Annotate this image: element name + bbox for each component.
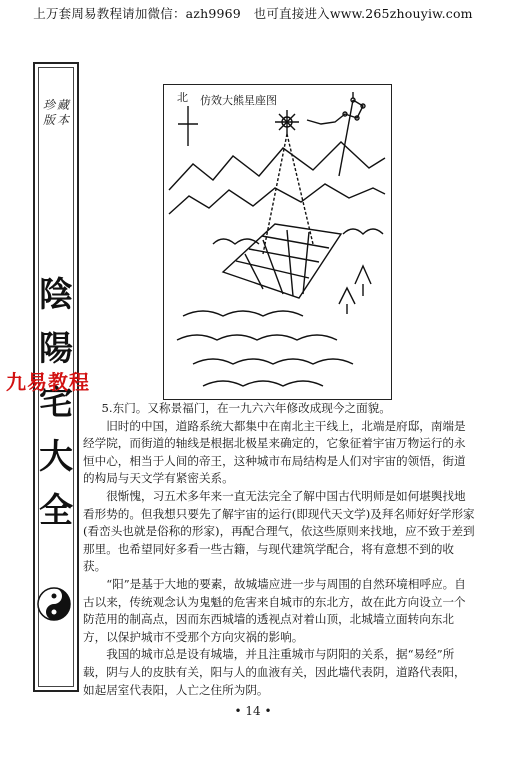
title-char: 大 bbox=[39, 437, 73, 477]
figure-title: 仿效大熊星座图 bbox=[200, 94, 277, 107]
title-char: 陽 bbox=[39, 329, 73, 369]
seal-char: 版 bbox=[42, 113, 55, 127]
seal-stamp bbox=[42, 98, 72, 128]
paragraph: 旧时的中国，道路系统大都集中在南北主干线上，北端是府邸，南端是经学院，而街道的轴线是根据北极星来确定的，它象征着宇宙万物运行的永恒中心，相当于人间的帝王，这种城市布局结构是人们对宇宙的领悟，街道的构局与天文学有紧密关系。 bbox=[83, 418, 466, 486]
title-char: 陰 bbox=[39, 275, 73, 315]
paragraph: 5.东门。又称景福门，在一九六六年修改成现今之面貌。 bbox=[101, 401, 391, 415]
paragraph: “阳”是基于大地的要素，故城墙应进一步与周围的自然环境相呼应。自古以来，传统观念认为鬼魁的危害来自城市的东北方，故在此方向设立一个防范用的制高点，因而东西城墙的透视点对着山顶，北城墙立面转向东北方，以保护城市不受那个方向灾祸的影响。 bbox=[83, 576, 466, 644]
seal-char: 本 bbox=[56, 113, 69, 127]
page-number: • 14 • bbox=[234, 704, 272, 718]
paragraph: 很惭愧，习五术多年来一直无法完全了解中国古代明师是如何堪舆找地看形势的。但我想只要先了解宇宙的运行(即现代天文学)及拜名师好好学形家(看峦头也就是俗称的形家)，再配合理气，依这些原则来找地，应不致于差到那里。也希望同好多看一些古籍，与现代建筑学配合，将有意想不到的收获。 bbox=[83, 488, 475, 574]
watermark: 九易教程 bbox=[6, 370, 90, 394]
seal-char: 藏 bbox=[56, 98, 69, 112]
paragraph: 我国的城市总是设有城墙，并且注重城市与阴阳的关系，据“易经”所载，阴与人的皮肤有关，阳与人的血液有关，因此墙代表阴，道路代表阳，如起居室代表阳，人亡之住所为阴。 bbox=[83, 647, 466, 697]
north-label: 北 bbox=[177, 91, 188, 104]
seal-char: 珍 bbox=[42, 98, 55, 112]
yinyang-icon bbox=[37, 587, 71, 621]
book-title-vertical bbox=[36, 268, 76, 538]
title-char: 全 bbox=[39, 491, 73, 531]
body-text bbox=[83, 400, 477, 699]
title-char: 宅 bbox=[39, 383, 73, 423]
top-banner: 上万套周易教程请加微信：azh9969 也可直接进入www.265zhouyiw.com bbox=[33, 6, 473, 21]
constellation-illustration bbox=[163, 84, 390, 398]
